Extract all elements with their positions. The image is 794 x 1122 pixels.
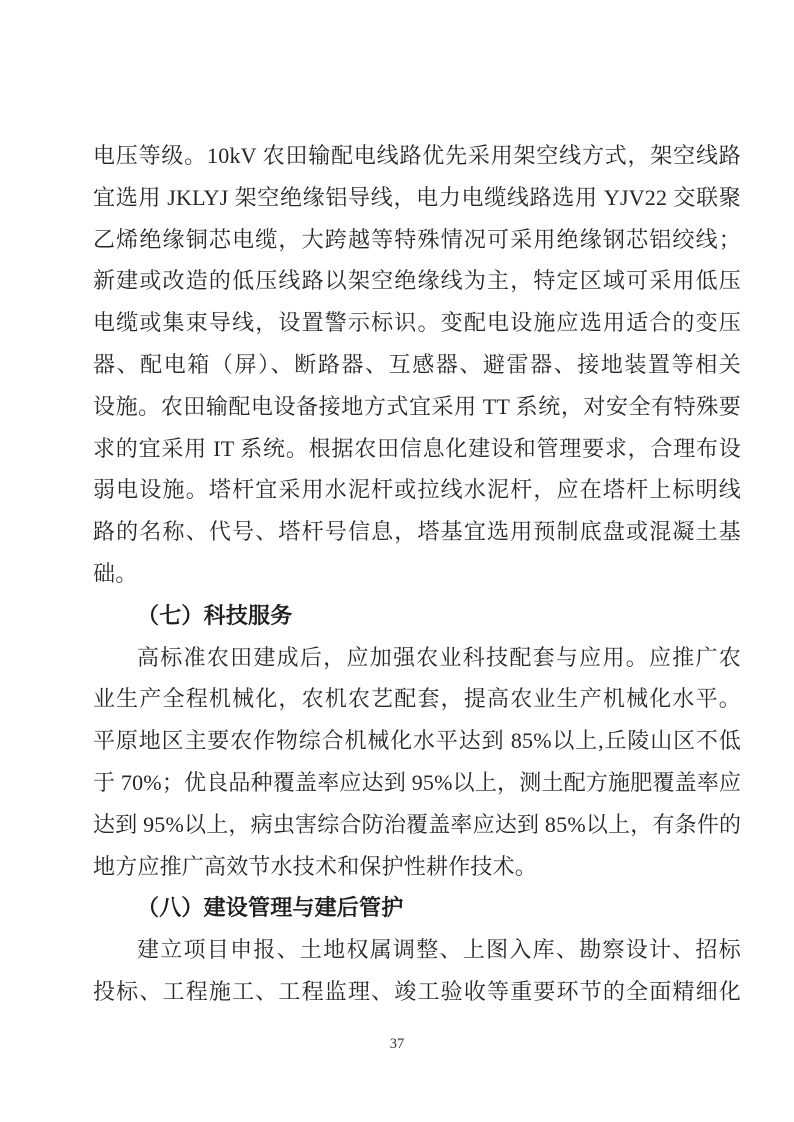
page-body [93,135,741,1013]
text-line: 新建或改造的低压线路以架空绝缘线为主，特定区域可采用低压 [93,268,741,294]
text-line: 宜选用 JKLYJ 架空绝缘铝导线，电力电缆线路选用 YJV22 交联聚 [93,184,741,210]
text-line: 平原地区主要农作物综合机械化水平达到 85%以上,丘陵山区不低 [93,728,741,754]
text-line: 乙烯绝缘铜芯电缆，大跨越等特殊情况可采用绝缘钢芯铝绞线； [93,226,741,252]
text-line: 建立项目申报、土地权属调整、上图入库、勘察设计、招标 [137,937,741,963]
text-line: 础。 [93,560,138,586]
text-line: 求的宜采用 IT 系统。根据农田信息化建设和管理要求，合理布设 [93,435,741,461]
text-line: 电压等级。10kV 农田输配电线路优先采用架空线方式，架空线路 [93,143,741,168]
section-heading-8: （八）建设管理与建后管护 [137,895,404,921]
text-line: 地方应推广高效节水技术和保护性耕作技术。 [93,853,538,879]
text-line: 于 70%；优良品种覆盖率应达到 95%以上，测土配方施肥覆盖率应 [93,769,742,795]
text-line: 器、配电箱（屏）、断路器、互感器、避雷器、接地装置等相关 [93,351,741,377]
page-number: 37 [389,1036,405,1052]
text-line: 设施。农田输配电设备接地方式宜采用 TT 系统，对安全有特殊要 [93,393,741,419]
text-line: 电缆或集束导线，设置警示标识。变配电设施应选用适合的变压 [93,310,741,336]
text-line: 业生产全程机械化，农机农艺配套，提高农业生产机械化水平。 [93,686,741,712]
text-line: 弱电设施。塔杆宜采用水泥杆或拉线水泥杆，应在塔杆上标明线 [93,477,741,503]
text-line: 达到 95%以上，病虫害综合防治覆盖率应达到 85%以上，有条件的 [93,811,742,837]
text-line: 投标、工程施工、工程监理、竣工验收等重要环节的全面精细化 [93,978,741,1004]
text-line: 高标准农田建成后，应加强农业科技配套与应用。应推广农 [137,644,741,670]
section-heading-7: （七）科技服务 [137,602,293,628]
text-line: 路的名称、代号、塔杆号信息，塔基宜选用预制底盘或混凝土基 [93,519,741,545]
